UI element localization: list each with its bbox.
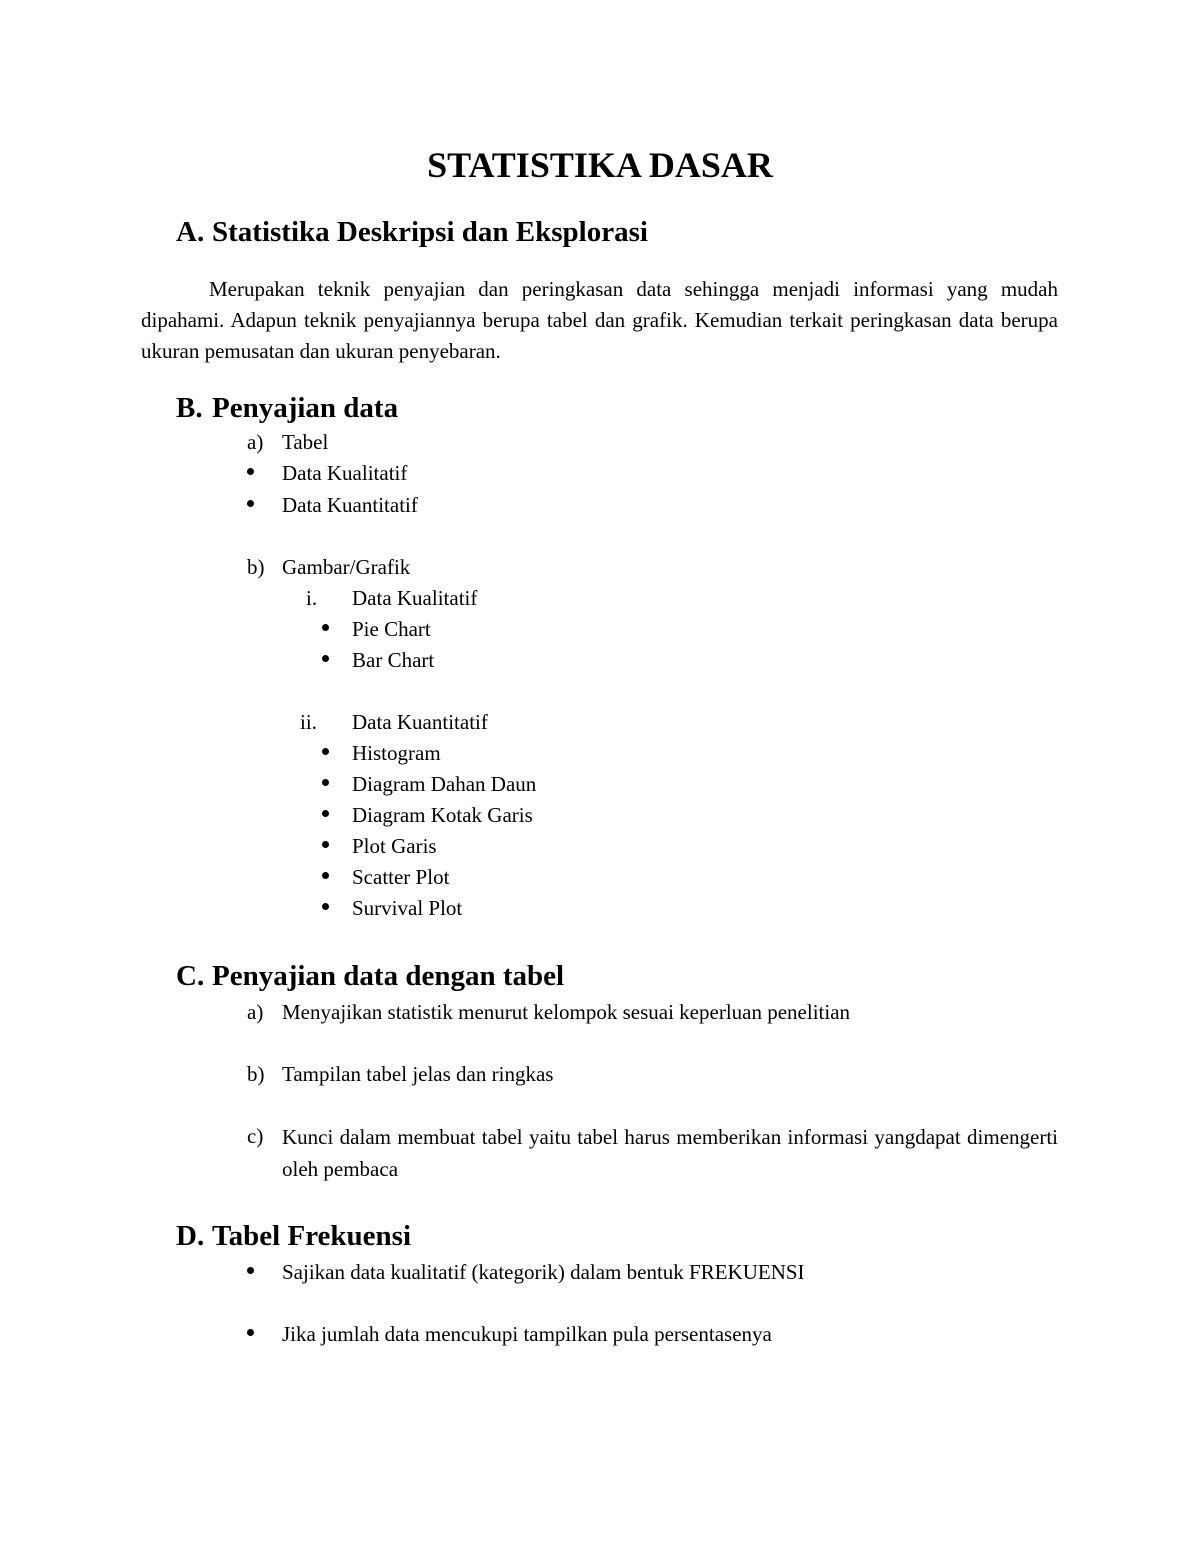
list-item: Menyajikan statistik menurut kelompok sesuai keperluan penelitian [282,1000,851,1024]
list-marker: c) [247,1124,264,1148]
section-a-title: Statistika Deskripsi dan Eksplorasi [212,216,648,248]
section-b-letter: B. [176,392,203,424]
bullet-icon [322,872,329,879]
section-a-letter: A. [176,216,205,248]
bullet-icon [247,500,254,507]
list-marker: a) [247,1000,264,1024]
list-item-data-kuantitatif: Data Kuantitatif [352,710,488,734]
list-marker: b) [247,555,265,579]
list-item: Tampilan tabel jelas dan ringkas [282,1062,554,1086]
list-item: Kunci dalam membuat tabel yaitu tabel harus memberikan informasi yangdapat dimengerti oleh pembaca [282,1125,1058,1181]
list-item: Plot Garis [352,834,437,858]
list-item-gambar-grafik: Gambar/Grafik [282,555,411,579]
list-item-data-kualitatif: Data Kualitatif [352,586,478,610]
page-title: STATISTIKA DASAR [427,145,773,185]
bullet-icon [247,468,254,475]
list-item: Jika jumlah data mencukupi tampilkan pula persentasenya [282,1322,772,1346]
section-a-paragraph [141,274,1058,367]
list-item: Data Kuantitatif [282,493,418,517]
section-c-heading [176,958,564,994]
section-b-heading [176,390,398,426]
bullet-icon [322,810,329,817]
bullet-icon [322,841,329,848]
section-b-title: Penyajian data [212,392,399,424]
list-item: Data Kualitatif [282,461,408,485]
list-item: Bar Chart [352,648,435,672]
list-item: Histogram [352,741,441,765]
section-c-letter: C. [176,960,205,992]
section-c-title: Penyajian data dengan tabel [212,960,565,992]
list-item: Scatter Plot [352,865,450,889]
list-item-tabel: Tabel [282,430,329,454]
section-d-heading [176,1218,411,1254]
bullet-icon [322,903,329,910]
bullet-icon [322,748,329,755]
bullet-icon [247,1329,254,1336]
bullet-icon [322,655,329,662]
list-marker: a) [247,430,264,454]
bullet-icon [247,1267,254,1274]
list-item: Sajikan data kualitatif (kategorik) dalam bentuk FREKUENSI [282,1260,805,1284]
list-item: Diagram Kotak Garis [352,803,533,827]
list-marker: i. [306,586,318,610]
bullet-icon [322,779,329,786]
section-a-heading [176,214,648,250]
list-item: Survival Plot [352,896,463,920]
list-item: Diagram Dahan Daun [352,772,537,796]
list-marker: b) [247,1062,265,1086]
section-a-paragraph-text: Merupakan teknik penyajian dan peringkasan data sehingga menjadi informasi yang mudah dipahami. Adapun teknik penyajiannya berupa tabel dan grafik. Kemudian terkait peringkasan data berupa ukuran pemusatan dan ukuran penyebaran. [141,277,1058,363]
list-marker: ii. [300,710,317,734]
list-item: Pie Chart [352,617,431,641]
bullet-icon [322,624,329,631]
section-d-letter: D. [176,1220,205,1252]
section-d-title: Tabel Frekuensi [212,1220,412,1252]
